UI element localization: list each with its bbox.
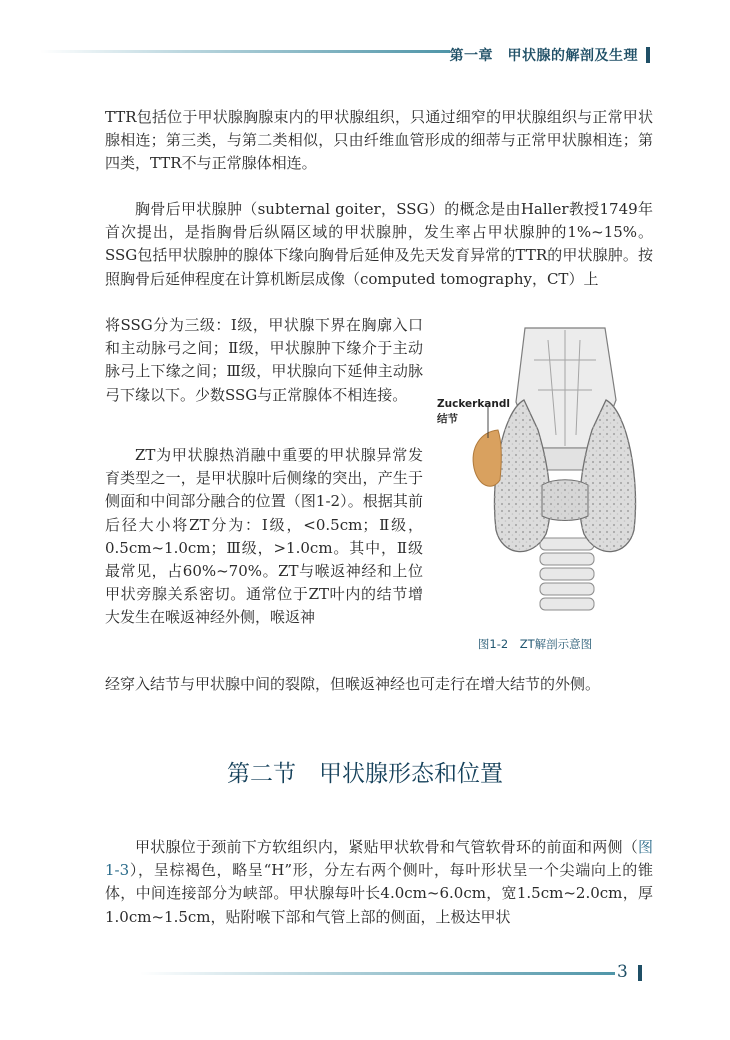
footer-rule (140, 972, 615, 975)
paragraph-zt-nerve: 经穿入结节与甲状腺中间的裂隙，但喉返神经也可走行在增大结节的外侧。 (105, 675, 601, 693)
figure-caption: 图1-2 ZT解剖示意图 (477, 637, 593, 651)
zt-anatomy-figure (430, 320, 640, 620)
zuckerkandl-label-latin: Zuckerkandl (437, 398, 510, 410)
zuckerkandl-label-chinese: 结节 (437, 413, 458, 425)
header-rule (40, 50, 450, 53)
paragraph-ttr-types: TTR包括位于甲状腺胸腺束内的甲状腺组织，只通过细窄的甲状腺组织与正常甲状腺相连；第三类，与第二类相似，只由纤维血管形成的细蒂与正常甲状腺相连；第四类，TTR不与正常腺体相连。 (105, 108, 653, 173)
paragraph-ssg-definition: 胸骨后甲状腺肿（subternal goiter，SSG）的概念是由Haller教授1749年首次提出，是指胸骨后纵隔区域的甲状腺肿，发生率占甲状腺肿的1%~15%。SSG包括甲状腺肿的腺体下缘向胸骨后延伸及先天发育异常的TTR的甲状腺肿。按照胸骨后延伸程度在计算机断层成像（computed tomography，CT）上 (105, 200, 653, 288)
paragraph-ssg-grades: 将SSG分为三级：Ⅰ级，甲状腺下界在胸廓入口和主动脉弓之间；Ⅱ级，甲状腺肿下缘介于主动脉弓上下缘之间；Ⅲ级，甲状腺向下延伸主动脉弓下缘以下。少数SSG与正常腺体不相连接。 (105, 316, 423, 404)
header-marker (646, 47, 650, 63)
thyroid-illustration (430, 320, 640, 620)
footer-marker (638, 965, 642, 981)
trachea (540, 538, 594, 610)
paragraph-text-before: 甲状腺位于颈前下方软组织内，紧贴甲状软骨和气管软骨环的前面和两侧（ (135, 838, 638, 856)
section-heading: 第二节 甲状腺形态和位置 (227, 761, 503, 787)
zuckerkandl-tubercle (473, 430, 501, 486)
paragraph-thyroid-position (105, 836, 653, 929)
page-number: 3 (617, 962, 628, 982)
figure-reference-link[interactable]: 图1-3 (105, 838, 653, 880)
paragraph-zt-description: ZT为甲状腺热消融中重要的甲状腺异常发育类型之一，是甲状腺叶后侧缘的突出，产生于侧面和中间部分融合的位置（图1-2）。根据其前后径大小将ZT分为：Ⅰ级，<0.5cm；Ⅱ级，0.5cm~1.0cm；Ⅲ级，>1.0cm。其中，Ⅱ级最常见，占60%~70%。ZT与喉返神经和上位甲状旁腺关系密切。通常位于ZT叶内的结节增大发生在喉返神经外侧，喉返神 (105, 446, 423, 627)
chapter-title: 第一章 甲状腺的解剖及生理 (449, 48, 638, 64)
paragraph-text-after: ），呈棕褐色，略呈“H”形，分左右两个侧叶，每叶形状呈一个尖端向上的锥体，中间连接部分为峡部。甲状腺每叶长4.0cm~6.0cm，宽1.5cm~2.0cm，厚1.0cm~1.5cm，贴附喉下部和气管上部的侧面，上极达甲状 (105, 861, 653, 926)
zuckerkandl-label (437, 397, 510, 427)
